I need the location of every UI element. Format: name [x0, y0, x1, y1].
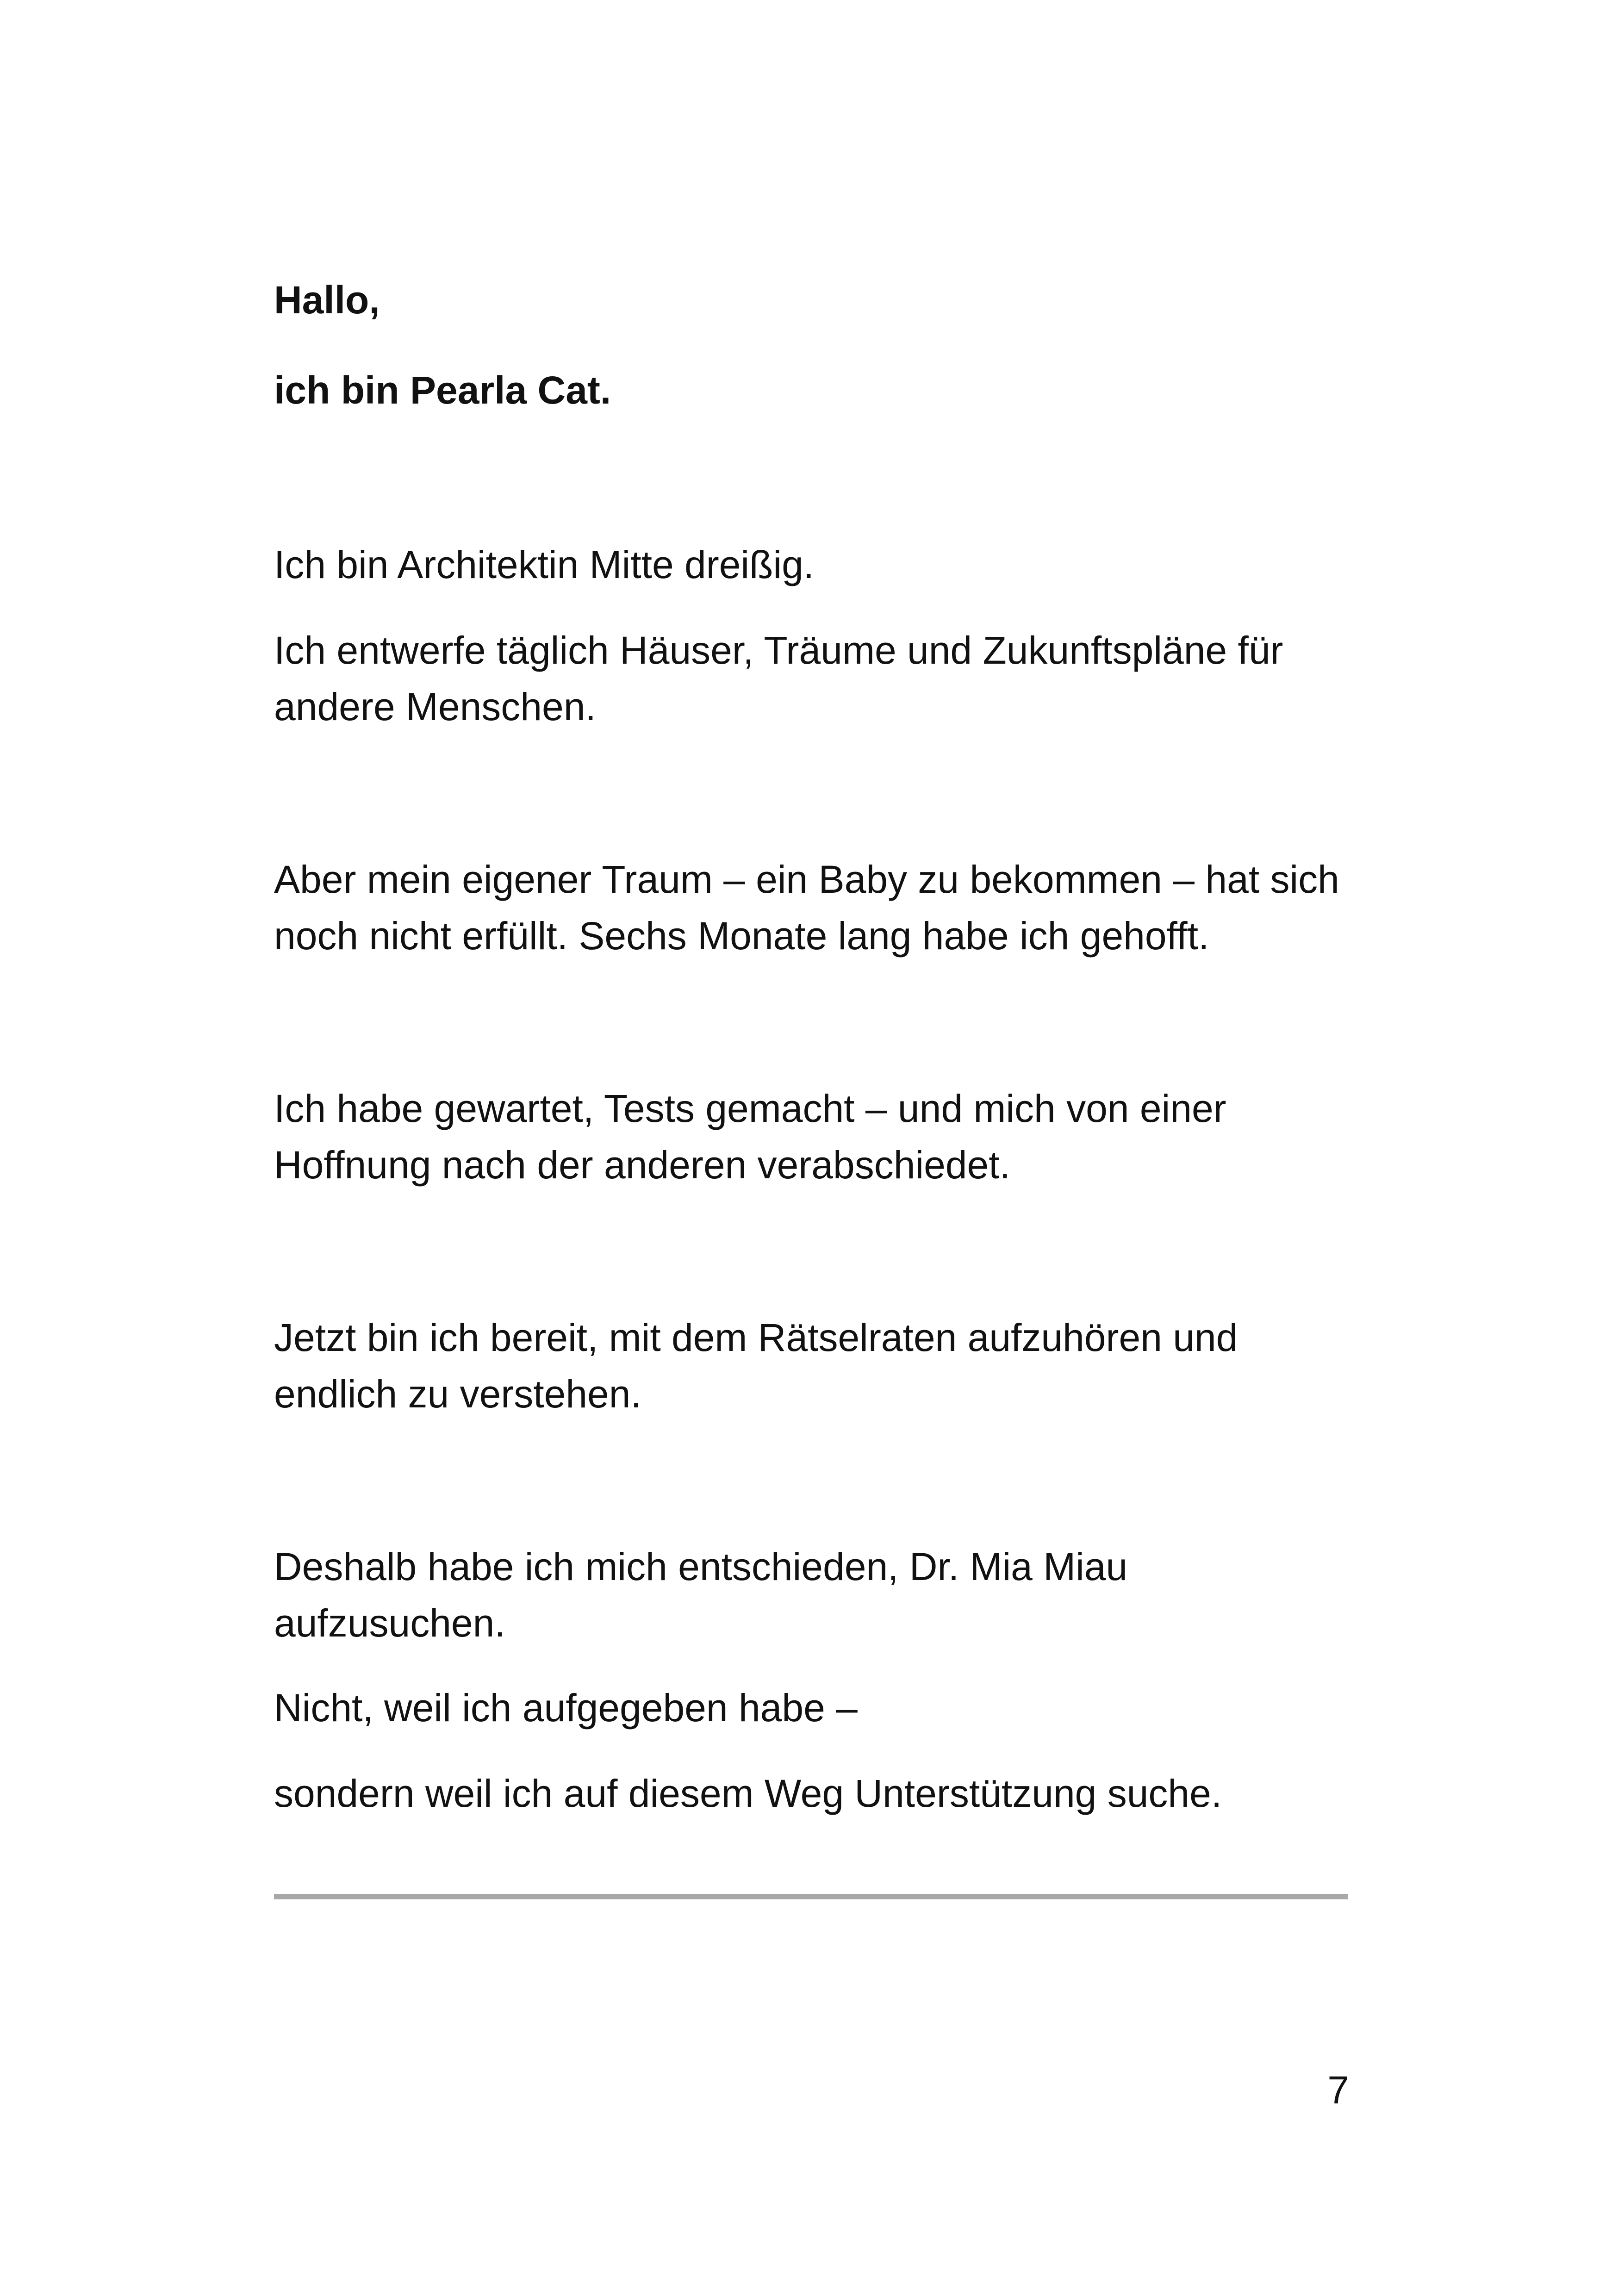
page-number: 7: [1327, 2068, 1349, 2112]
paragraph-line: Ich habe gewartet, Tests gemacht – und mich von einer: [274, 1087, 1226, 1130]
paragraph-line: Deshalb habe ich mich entschieden, Dr. Mia Miau: [274, 1545, 1128, 1588]
paragraph-line: Jetzt bin ich bereit, mit dem Rätselraten aufzuhören und: [274, 1316, 1238, 1359]
paragraph-line: aufzusuchen.: [274, 1601, 505, 1645]
paragraph-line: noch nicht erfüllt. Sechs Monate lang habe ich gehofft.: [274, 914, 1209, 958]
greeting-name: ich bin Pearla Cat.: [274, 368, 611, 412]
paragraph-line: Ich bin Architektin Mitte dreißig.: [274, 543, 815, 586]
greeting-hello: Hallo,: [274, 278, 380, 322]
paragraph-line: andere Menschen.: [274, 685, 596, 728]
paragraph-line: Aber mein eigener Traum – ein Baby zu bekommen – hat sich: [274, 858, 1339, 901]
paragraph-line: Ich entwerfe täglich Häuser, Träume und Zukunftspläne für: [274, 628, 1283, 672]
paragraph-line: sondern weil ich auf diesem Weg Unterstützung suche.: [274, 1772, 1222, 1815]
paragraph-line: Nicht, weil ich aufgegeben habe –: [274, 1686, 858, 1730]
paragraph-line: Hoffnung nach der anderen verabschiedet.: [274, 1143, 1010, 1187]
horizontal-divider: [274, 1894, 1348, 1899]
paragraph-line: endlich zu verstehen.: [274, 1372, 641, 1416]
